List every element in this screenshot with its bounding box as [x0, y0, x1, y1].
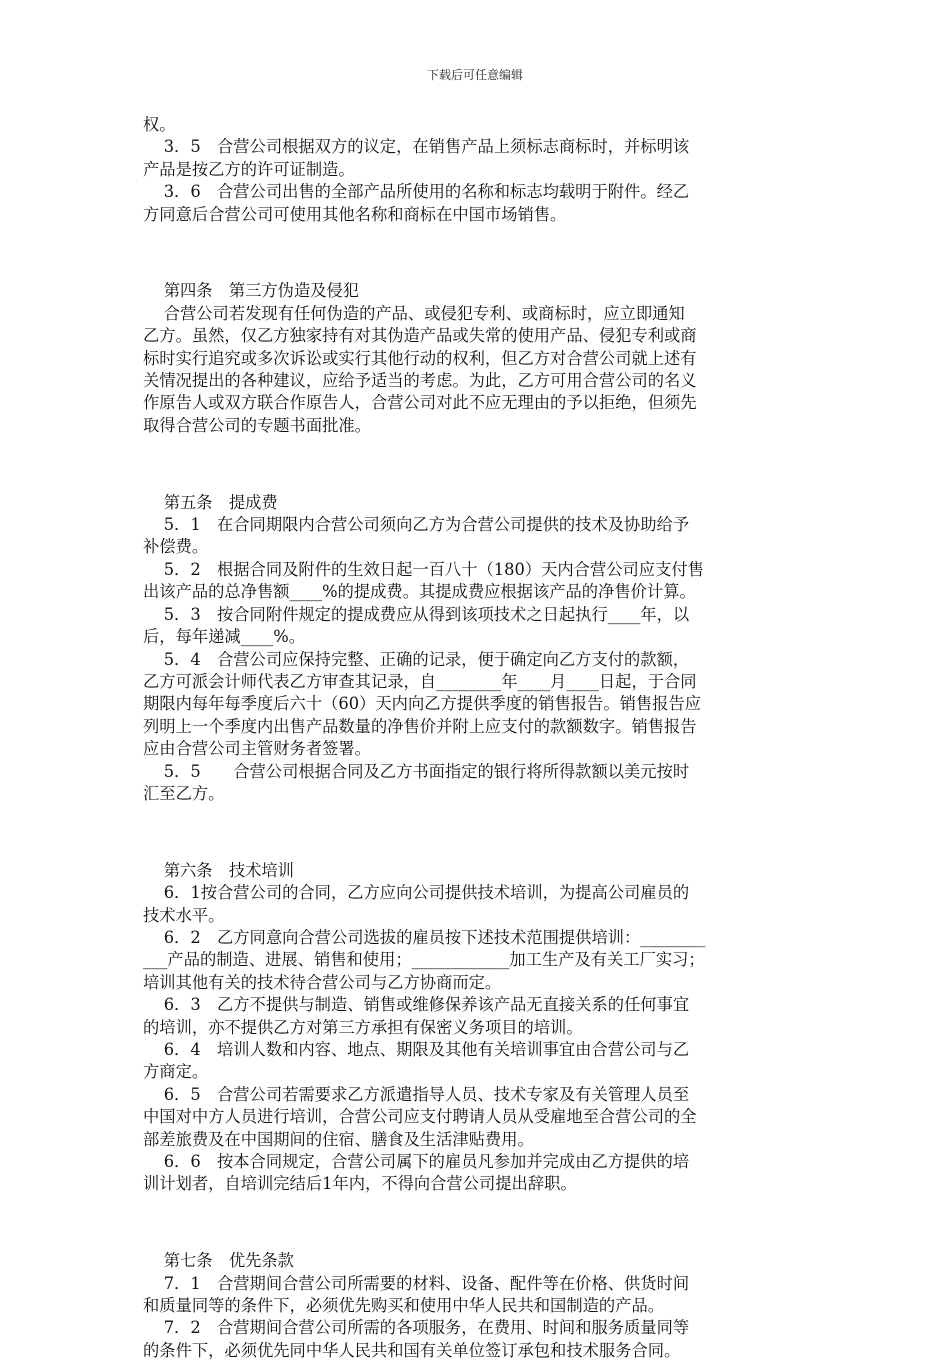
text-line: 6．4 培训人数和内容、地点、期限及其他有关培训事宜由合营公司与乙 [143, 1039, 690, 1059]
text-line: 列明上一个季度内出售产品数量的净售价并附上应支付的款额数字。销售报告 [143, 716, 697, 736]
text-line: 补偿费。 [143, 537, 209, 557]
text-line: 6．6 按本合同规定，合营公司属下的雇员凡参加并完成由乙方提供的培 [143, 1152, 690, 1172]
text-line: 取得合营公司的专题书面批准。 [143, 415, 371, 435]
text-line: 5．3 按合同附件规定的提成费应从得到该项技术之日起执行____年，以 [143, 604, 690, 624]
paragraph-gap [143, 821, 803, 843]
text-line: 第四条 第三方伪造及侵犯 [143, 281, 360, 301]
paragraph-gap [143, 453, 803, 475]
text-line: 第六条 技术培训 [143, 860, 294, 880]
text-line: 方商定。 [143, 1062, 209, 1082]
text-line: 3．5 合营公司根据双方的议定，在销售产品上须标志商标时，并标明该 [143, 137, 690, 157]
text-line: 汇至乙方。 [143, 783, 225, 803]
text-line: 第五条 提成费 [143, 492, 278, 512]
text-line: 6．5 合营公司若需要求乙方派遣指导人员、技术专家及有关管理人员至 [143, 1084, 690, 1104]
text-line: 6．1按合营公司的合同，乙方应向公司提供技术培训，为提高公司雇员的 [143, 883, 690, 903]
text-line: 权。 [143, 115, 176, 134]
text-line: 部差旅费及在中国期间的住宿、膳食及生活津贴费用。 [143, 1129, 534, 1149]
text-line: ___产品的制造、进展、销售和使用；____________加工生产及有关工厂实习； [143, 950, 705, 970]
text-line: 第七条 优先条款 [143, 1251, 294, 1271]
text-line: 的培训，亦不提供乙方对第三方承担有保密义务项目的培训。 [143, 1017, 583, 1037]
text-line: 乙方可派会计师代表乙方审查其记录，自________年____月____日起，于合同 [143, 671, 697, 691]
text-line: 训计划者，自培训完结后1年内，不得向合营公司提出辞职。 [143, 1174, 577, 1194]
text-line: 5．1 在合同期限内合营公司须向乙方为合营公司提供的技术及协助给予 [143, 515, 690, 535]
text-line: 中国对中方人员进行培训，合营公司应支付聘请人员从受雇地至合营公司的全 [143, 1107, 697, 1127]
text-line: 和质量同等的条件下，必须优先购买和使用中华人民共和国制造的产品。 [143, 1296, 665, 1316]
text-line: 7．2 合营期间合营公司所需的各项服务，在费用、时间和服务质量同等 [143, 1318, 690, 1338]
text-line: 5．4 合营公司应保持完整、正确的记录，便于确定向乙方支付的款额， [143, 649, 690, 669]
paragraph-gap [143, 1212, 803, 1234]
page-header: 下载后可任意编辑 [426, 68, 523, 82]
text-line: 培训其他有关的技术待合营公司与乙方协商而定。 [143, 972, 502, 992]
text-line: 合营公司若发现有任何伪造的产品、或侵犯专利、或商标时，应立即通知 [143, 303, 685, 323]
paragraph-gap [143, 242, 803, 264]
text-line: 6．3 乙方不提供与制造、销售或维修保养该产品无直接关系的任何事宜 [143, 995, 690, 1015]
text-line: 7．1 合营期间合营公司所需要的材料、设备、配件等在价格、供货时间 [143, 1273, 690, 1293]
text-line: 技术水平。 [143, 905, 225, 925]
text-line: 期限内每年每季度后六十（60）天内向乙方提供季度的销售报告。销售报告应 [143, 694, 702, 714]
text-line: 3．6 合营公司出售的全部产品所使用的名称和标志均载明于附件。经乙 [143, 182, 690, 202]
text-line: 方同意后合营公司可使用其他名称和商标在中国市场销售。 [143, 204, 567, 224]
text-line: 5．2 根据合同及附件的生效日起一百八十（180）天内合营公司应支付售 [143, 559, 704, 579]
text-line: 乙方。虽然，仅乙方独家持有对其伪造产品或失常的使用产品、侵犯专利或商 [143, 326, 697, 346]
text-line: 应由合营公司主管财务者签署。 [143, 739, 371, 759]
text-line: 关情况提出的各种建议，应给予适当的考虑。为此，乙方可用合营公司的名义 [143, 371, 697, 391]
document-body [143, 114, 803, 1362]
text-line: 后，每年递减____%。 [143, 627, 306, 647]
text-line: 5．5 合营公司根据合同及乙方书面指定的银行将所得款额以美元按时 [143, 761, 690, 781]
text-line: 标时实行追究或多次诉讼或实行其他行动的权利，但乙方对合营公司就上述有 [143, 348, 697, 368]
text-line: 出该产品的总净售额____%的提成费。其提成费应根据该产品的净售价计算。 [143, 582, 696, 602]
text-line: 作原告人或双方联合作原告人，合营公司对此不应无理由的予以拒绝，但须先 [143, 393, 697, 413]
text-line: 6．2 乙方同意向合营公司选拔的雇员按下述技术范围提供培训：________ [143, 927, 706, 947]
text-line: 产品是按乙方的许可证制造。 [143, 159, 355, 179]
text-line: 的条件下，必须优先同中华人民共和国有关单位签订承包和技术服务合同。 [143, 1340, 681, 1360]
